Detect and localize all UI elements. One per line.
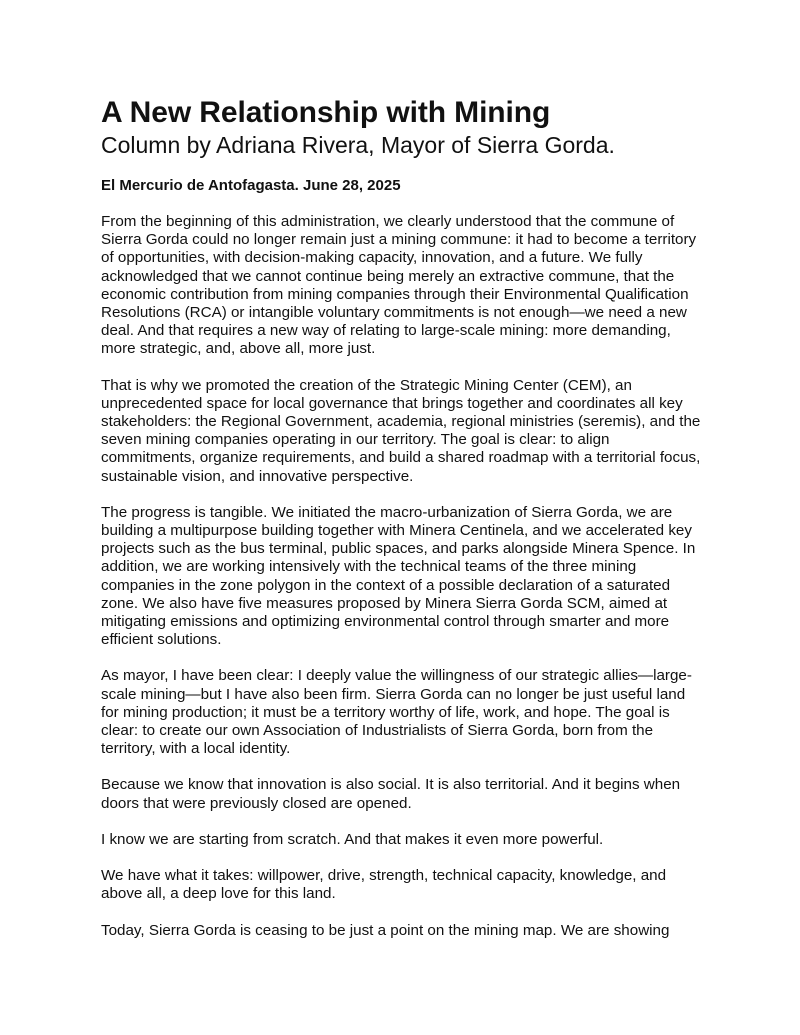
- paragraph: I know we are starting from scratch. And that makes it even more powerful.: [101, 830, 604, 848]
- paragraph: We have what it takes: willpower, drive, strength, technical capacity, knowledge, and above all, a deep love for this land.: [101, 867, 667, 903]
- paragraph: Today, Sierra Gorda is ceasing to be just a point on the mining map. We are showing: [101, 921, 670, 939]
- paragraph: The progress is tangible. We initiated the macro-urbanization of Sierra Gorda, we are building a multipurpose building together with Minera Centinela, and we accelerated key projects such as the bus terminal, public spaces, and parks alongside Minera Spence. In addition, we are working intensively with the technical teams of the three mining companies in the zone polygon in the context of a possible declaration of a saturated zone. We also have five measures proposed by Minera Sierra Gorda SCM, aimed at mitigating emissions and optimizing environmental control through smarter and more efficient solutions.: [101, 503, 696, 649]
- article-subtitle: Column by Adriana Rivera, Mayor of Sierra Gorda.: [101, 132, 615, 158]
- publication-byline: El Mercurio de Antofagasta. June 28, 2025: [101, 177, 401, 194]
- paragraph: From the beginning of this administration, we clearly understood that the commune of Sierra Gorda could no longer remain just a mining commune: it had to become a territory of opportunities, with decision-making capacity, innovation, and a future. We fully acknowledged that we cannot continue being merely an extractive commune, that the economic contribution from mining companies through their Environmental Qualification Resolutions (RCA) or intangible voluntary commitments is not enough—we need a new deal. And that requires a new way of relating to large-scale mining: more demanding, more strategic, and, above all, more just.: [101, 213, 697, 358]
- paragraph: That is why we promoted the creation of the Strategic Mining Center (CEM), an unprecedented space for local governance that brings together and coordinates all key stakeholders: the Regional Government, academia, regional ministries (seremis), and the seven mining companies operating in our territory. The goal is clear: to align commitments, organize requirements, and build a shared roadmap with a territorial focus, sustainable vision, and innovative perspective.: [101, 376, 701, 485]
- document-page: [101, 96, 705, 958]
- paragraph: As mayor, I have been clear: I deeply value the willingness of our strategic allies—large-scale mining—but I have also been firm. Sierra Gorda can no longer be just useful land for mining production; it must be a territory worthy of life, work, and hope. The goal is clear: to create our own Association of Industrialists of Sierra Gorda, born from the territory, with a local identity.: [101, 667, 692, 758]
- article-title: A New Relationship with Mining: [101, 96, 551, 129]
- article-body: [101, 213, 705, 940]
- paragraph: Because we know that innovation is also social. It is also territorial. And it begins when doors that were previously closed are opened.: [101, 776, 681, 812]
